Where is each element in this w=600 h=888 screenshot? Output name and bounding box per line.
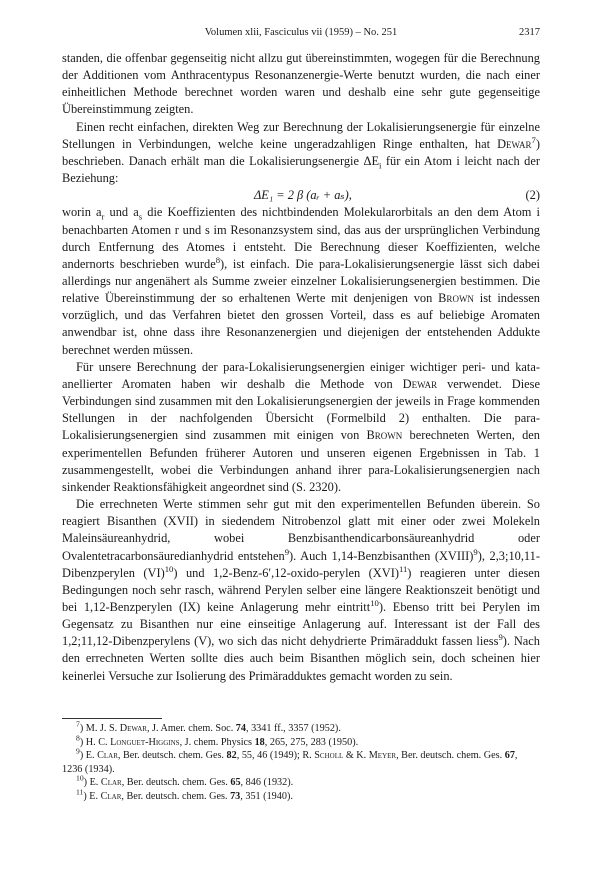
footnote-author: E. Clar (85, 750, 118, 762)
text-span: ist indessen vorzüglich, und das Verfahren bietet den grossen Vorteil, dass es auf beliebige Aromaten anwendbar ist, ohne dass ihre Resonanzenergien und diejenigen der entstehenden Addukte berechnet werden müssen. (62, 291, 541, 357)
text-span: die Koeffizienten des nichtbindenden Molekularorbitals an den dem Atom i benachbarten Atomen r und s im Resonanzsystem sind, das aus der ursprünglichen Verbindung durch Entfernung des Atomes i entsteht. Die Berechnung dieser Koeffizienten, welche andernorts beschrieben wurde (62, 205, 540, 271)
footnote-number: 11 (76, 787, 84, 797)
text-span: , 55, 46 (1949); R. (236, 750, 315, 762)
footnote-ref[interactable]: 9 (473, 546, 478, 557)
footnote-ref[interactable]: 9 (498, 632, 503, 643)
author-name: Brown (366, 428, 403, 443)
text-span: , Ber. deutsch. chem. Ges. (117, 750, 227, 762)
journal-line: Volumen xlii, Fasciculus vii (1959) – No. 251 (204, 27, 398, 38)
text-span: verwendet. Diese Verbindungen sind zusammen mit den Lokalisierungsenergien der jeweils in Frage kommenden Stellungen in der nachfolgenden Übersicht (Formelbild 2) enthalten. Die para-Lokalisierungsenergien sind zusammen mit einigen von (62, 376, 541, 443)
footnote-ref[interactable]: 7 (531, 134, 536, 145)
footnote-number: 9 (76, 746, 80, 756)
paragraph-3 (62, 204, 540, 358)
footnote-author: M. J. S. Dewar (85, 723, 147, 734)
author-name: Dewar (402, 376, 438, 391)
footnote-ref[interactable]: 10 (164, 563, 174, 574)
text-span: ), ist einfach. Die para-Lokalisierungsenergie lässt sich dabei allerdings nur angenähert als Summe zweier einzelner Lokalisierungsenergien bestimmen. Die relative Übereinstimmung der so erhaltenen Werte mit denjenigen von (62, 256, 540, 306)
volume-number: 74 (235, 723, 246, 734)
footnote-author: H. C. Longuet-Higgins (85, 736, 180, 748)
text-span: Für unsere Berechnung der para-Lokalisierungsenergien einiger wichtiger peri- und kata-anellierter Aromaten haben wir deshalb die Methode von (62, 359, 540, 391)
text-span: , Ber. deutsch. chem. Ges. (396, 750, 505, 762)
text-span: ), 2,3;10,11-Dibenzperylen (VI) (62, 548, 540, 580)
footnote-number: 7 (76, 719, 80, 729)
volume-number: 67 (504, 750, 515, 762)
text-span: ). Nach den errechneten Werten sollte dies auch beim Bisanthen möglich sein, doch scheinen hier keinerlei Versuche zur Isolierung des Primäradduktes gemacht worden zu sein. (62, 634, 540, 683)
author-name: Dewar (497, 136, 532, 151)
footnote-author: E. Clar (89, 790, 122, 802)
text-span: , 265, 275, 283 (1950). (264, 736, 359, 748)
equation-formula: ΔE₁ = 2 β (aᵣ + aₛ), (254, 188, 352, 203)
footnote-9: $^9$) E. Clar, Ber. deutsch. chem. Ges. 82, 55, 46 (1949); R. Scholl & K. Meyer, Ber. deutsch. chem. Ges. 67, 1236 (1934). (62, 746, 518, 775)
running-header (62, 26, 540, 40)
volume-number: 65 (230, 777, 241, 789)
text-span: & K. (343, 750, 369, 762)
footnote-ref[interactable]: 10 (370, 597, 379, 608)
footnote-8: $^8$) H. C. Longuet-Higgins, J. chem. Physics 18, 265, 275, 283 (1950). (76, 733, 359, 748)
text-span: worin a (62, 205, 102, 220)
subscript: s (138, 211, 143, 222)
paragraph-1: standen, die offenbar gegenseitig nicht allzu gut übereinstimmten, wogegen für die Berechnung der Additionen vom Anthracentypus Resonanzenergie-Werte benutzt wurden, die nach einer einheitlichen Methode berechnet worden waren und deshalb eine sehr gute gegenseitige Übereinstimmung zeigten. (62, 51, 540, 117)
footnote-11: $^{11}$) E. Clar, Ber. deutsch. chem. Ges. 73, 351 (1940). (76, 787, 293, 802)
text-span: und a (104, 205, 139, 220)
paragraph-2 (62, 119, 540, 188)
text-span: , 3341 ff., 3357 (1952). (245, 723, 341, 734)
text-span: ). Ebenso tritt bei Perylen im Gegensatz zu Bisanthen nur eine einseitige Anlagerung auf. Interessant ist der Fall des 1,2;11,12-Dibenzperylens (V), wo sich das nicht dehydrierte Primäraddukt fassen liess (62, 599, 541, 649)
page-number: 2317 (519, 27, 540, 38)
subscript: i (379, 160, 382, 171)
volume-number: 73 (230, 790, 241, 802)
text-span: Die errechneten Werte stimmen sehr gut mit den experimentellen Befunden überein. So reagiert Bisanthen (XVII) in siedendem Nitrobenzol glatt mit einer oder zwei Molekeln Maleinsäureanhydrid, wobei Benzbisanthendicarbonsäureanhydrid oder Ovalentetracarbonsäuredianhydrid entstehen (62, 497, 540, 563)
text-span: ) reagieren unter diesen Bedingungen noch sehr rasch, während Perylen selber eine längere Reaktionszeit benötigt und bei 1,12-Benzperylen (IX) keine Anlagerung mehr eintritt (62, 565, 540, 614)
volume-number: 82 (226, 750, 237, 762)
footnote-number: 8 (76, 733, 80, 743)
text-span: , Ber. deutsch. chem. Ges. (121, 777, 231, 789)
text-span: , J. Amer. chem. Soc. (146, 723, 236, 734)
text-span: , 1236 (1934). (62, 750, 518, 775)
footnote-number: 10 (76, 773, 84, 783)
equation-2 (62, 187, 540, 204)
main-text (62, 50, 540, 685)
footnote-author: Meyer (368, 750, 397, 762)
text-span: ). Auch 1,14-Benzbisanthen (XVIII) (289, 548, 474, 563)
text-span: für ein Atom i leicht nach der Beziehung: (62, 153, 541, 186)
footnote-ref[interactable]: 9 (284, 546, 290, 557)
subscript: r (101, 211, 105, 222)
footnote-10: $^{10}$) E. Clar, Ber. deutsch. chem. Ges. 65, 846 (1932). (76, 773, 294, 789)
footnotes (62, 719, 540, 804)
text-span: Einen recht einfachen, direkten Weg zur Berechnung der Lokalisierungsenergie für einzelne Stellungen in Verbindungen, welche keine ungeradzahligen Ringe enthalten, hat (62, 119, 540, 151)
footnote-ref[interactable]: 8 (215, 254, 221, 265)
paragraph-5 (62, 496, 540, 685)
text-span: , Ber. deutsch. chem. Ges. (121, 790, 231, 802)
footnote-7: $^7$) M. J. S. Dewar, J. Amer. chem. Soc. 74, 3341 ff., 3357 (1952). (76, 719, 341, 734)
text-span: berechneten Werten, den experimentellen Befunden früherer Autoren und unseren eigenen Ergebnissen in Tab. 1 zusammengestellt, wobei die Verbindungen anhand ihrer para-Lokalisierungsenergien nach sinkender Reaktionsfähigkeit angeordnet sind (S. 2320). (62, 428, 540, 494)
author-name: Brown (438, 291, 474, 306)
footnote-author: Scholl (314, 750, 344, 762)
text-span: , 351 (1940). (240, 790, 293, 802)
paragraph-4 (62, 359, 540, 496)
text-span: ) und 1,2-Benz-6′,12-oxido-perylen (XVI) (173, 565, 399, 580)
equation-number: (2) (525, 188, 540, 203)
text-span: , J. chem. Physics (179, 736, 255, 748)
text-span: ) beschrieben. Danach erhält man die Lokalisierungsenergie ΔE (62, 136, 540, 168)
volume-number: 18 (254, 736, 265, 748)
footnote-ref[interactable]: 11 (398, 563, 408, 574)
footnote-author: E. Clar (89, 777, 122, 789)
text-span: , 846 (1932). (240, 777, 294, 789)
